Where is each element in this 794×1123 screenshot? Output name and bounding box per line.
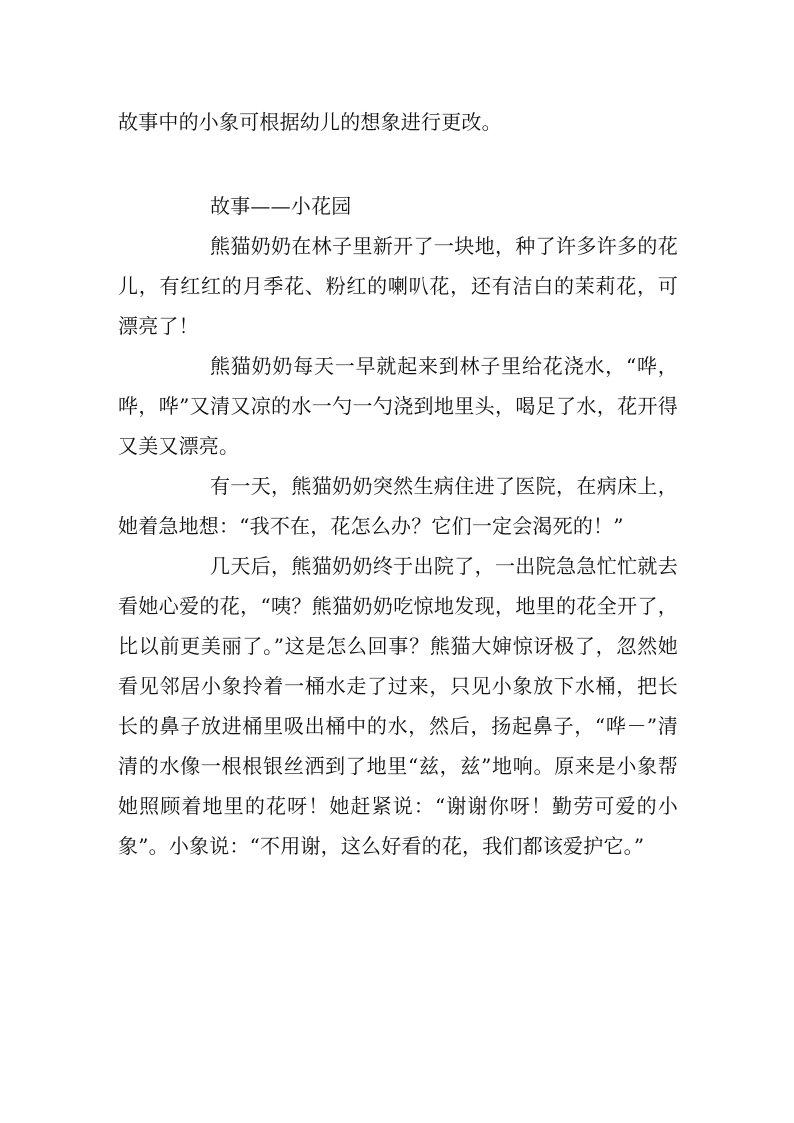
story-paragraph-1: 熊猫奶奶在林子里新开了一块地，种了许多许多的花儿，有红红的月季花、粉红的喇叭花，还有洁白的茉莉花，可漂亮了！ — [118, 234, 678, 338]
story-paragraph-4: 几天后，熊猫奶奶终于出院了，一出院急急忙忙就去看她心爱的花，“咦？熊猫奶奶吃惊地发现，地里的花全开了，比以前更美丽了。”这是怎么回事？熊猫大婶惊讶极了，忽然她看见邻居小象拎着一桶水走了过来，只见小象放下水桶，把长长的鼻子放进桶里吸出桶中的水，然后，扬起鼻子，“哗－”清清的水像一根根银丝洒到了地里“兹，兹”地响。原来是小象帮她照顾着地里的花呀！她赶紧说：“谢谢你呀！勤劳可爱的小象”。小象说：“不用谢，这么好看的花，我们都该爱护它。” — [118, 554, 678, 858]
story-title: 故事——小花园 — [210, 194, 352, 218]
story-paragraph-3: 有一天，熊猫奶奶突然生病住进了医院，在病床上，她着急地想：“我不在，花怎么办？它们一定会渴死的！” — [118, 474, 678, 538]
story-paragraph-2: 熊猫奶奶每天一早就起来到林子里给花浇水，“哗，哗，哗”又清又凉的水一勺一勺浇到地里头，喝足了水，花开得又美又漂亮。 — [118, 354, 678, 458]
document-body — [118, 102, 678, 866]
intro-note: 故事中的小象可根据幼儿的想象进行更改。 — [118, 110, 502, 134]
